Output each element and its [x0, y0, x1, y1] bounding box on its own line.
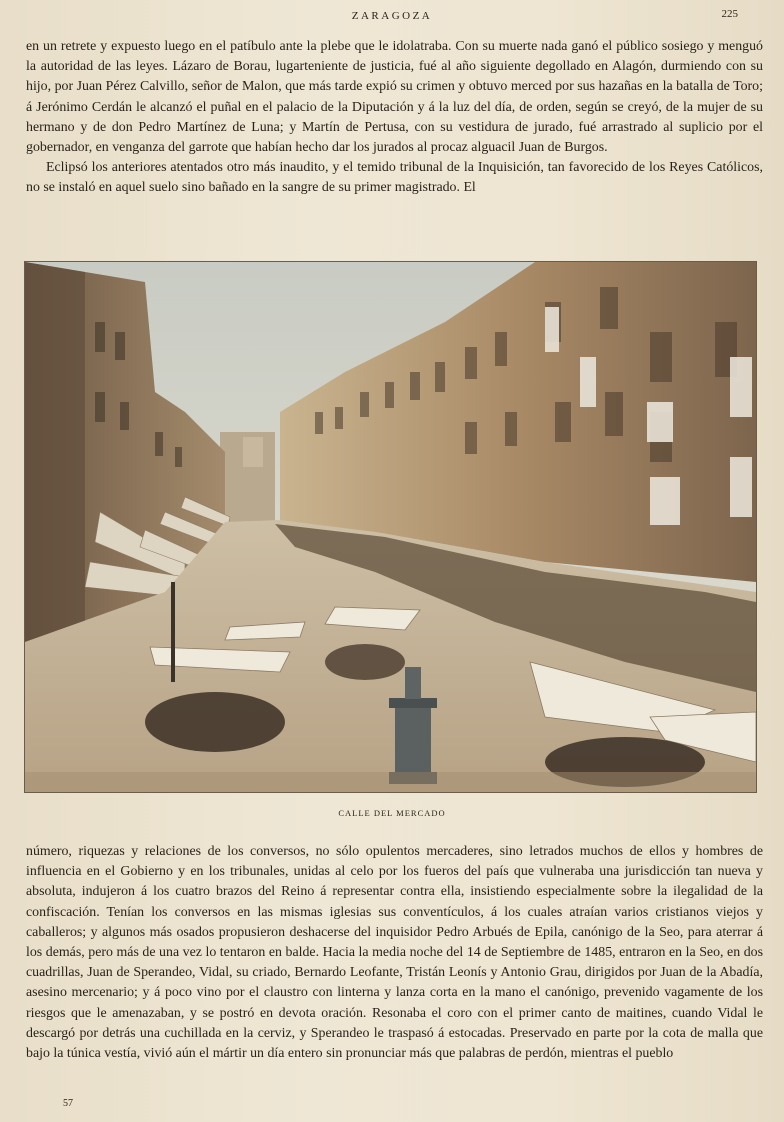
running-head: [0, 8, 784, 26]
figure-caption: CALLE DEL MERCADO: [338, 808, 446, 818]
paragraph-continuation: en un retrete y expuesto luego en el patíbulo ante la plebe que le idolatraba. Con su muerte nada ganó el público sosiego y menguó la autoridad de las leyes. Lázaro de Borau, lugarteniente de justicia, fué al año siguiente degollado en Alagón, durmiendo con su hijo, por Juan Pérez Calvillo, señor de Malon, que más tarde expió su crimen y obtuvo merced por sus hazañas en la batalla de Toro; á Jerónimo Cerdán le alcanzó el puñal en el palacio de la Diputación y á la luz del día, de orden, según se creyó, de la mujer de su hermano y de don Pedro Martínez de Luna; y Martín de Pertusa, con su vestidura de jurado, fué arrastrado al suplicio por el gobernador, en venganza del garrote que habían hecho dar los jurados al procaz alguacil Juan de Burgos.: [26, 39, 763, 156]
printer-signature-mark: 57: [63, 1098, 73, 1109]
running-title: ZARAGOZA: [351, 10, 433, 22]
bottom-text-block: [26, 842, 763, 1064]
paragraph-numero: número, riquezas y relaciones de los conversos, no sólo opulentos mercaderes, sino letrados muchos de ellos y hombres de influencia en el Gobierno y en los tribunales, unidas al celo por los fueros del país que vulneraba una jurisdicción tan nueva y absoluta, indujeron á los cuatro brazos del Reino á representar contra ella, insistiendo especialmente sobre la ilegalidad de la confiscación. Tenían los conversos en las mismas iglesias sus conventículos, á los cuales atraían varios cristianos viejos y caballeros; y algunos más osados propusieron deshacerse del inquisidor Pedro Arbués de Epila, canónigo de la Seo, para aterrar á los demás, pero más de una vez lo tentaron en balde. Hacia la media noche del 14 de Septiembre de 1485, entraron en la Seo, en dos cuadrillas, Juan de Sperandeo, Vidal, su criado, Bernardo Leofante, Tristán Leonís y Antonio Grau, dirigidos por Juan de la Abadía, asesino mercenario; y á poco vino por el claustro con linterna y lanza corta en la mano el canónigo, prevenido vagamente de los riesgos que le amenazaban, y se postró en devota oración. Resonaba el coro con el primer canto de maitines, cuando Vidal le descargó por detrás una cuchillada en la cerviz, y Sperandeo le traspasó á estocadas. Preservado en parte por la cota de malla que bajo la túnica vestía, vivió aún el mártir un día entero sin pronunciar más que palabras de perdón, mientras el pueblo: [26, 844, 763, 1062]
top-text-block: [26, 37, 763, 199]
page-number: 225: [721, 8, 738, 20]
paragraph-eclipso: Eclipsó los anteriores atentados otro más inaudito, y el temido tribunal de la Inquisición, tan favorecido de los Reyes Católicos, no se instaló en aquel suelo sino bañado en la sangre de su primer magistrado. El: [26, 160, 763, 196]
market-street-illustration: [25, 262, 756, 792]
street-photograph: [24, 261, 757, 793]
